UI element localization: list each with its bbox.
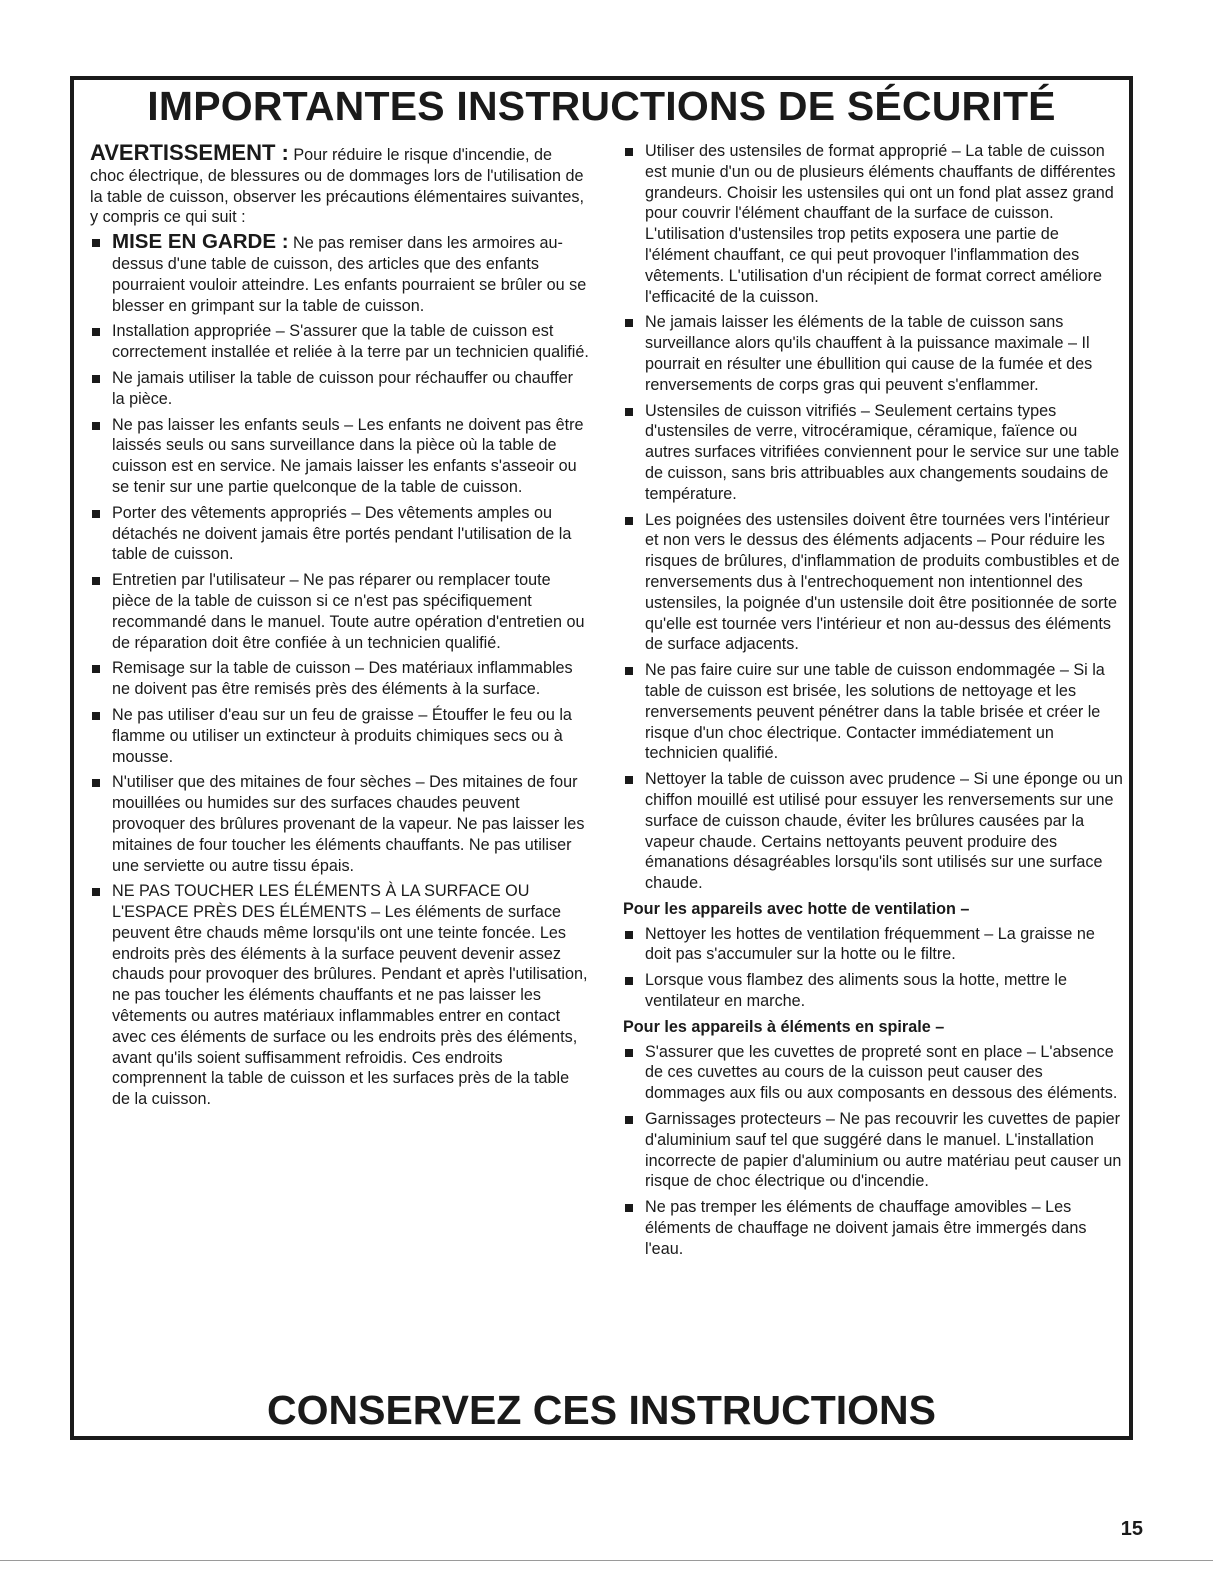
square-bullet-icon [625, 319, 633, 327]
item-text: Garnissages protecteurs – Ne pas recouvrir les cuvettes de papier d'aluminium sauf tel que suggéré dans le manuel. L'installation incorrecte de papier d'aluminium ou autre matériau peut causer un risque de choc électrique ou d'incendie. [645, 1110, 1122, 1191]
list-item [623, 312, 1123, 395]
square-bullet-icon [625, 408, 633, 416]
square-bullet-icon [625, 931, 633, 939]
item-text: NE PAS TOUCHER LES ÉLÉMENTS À LA SURFACE OU L'ESPACE PRÈS DES ÉLÉMENTS – Les éléments de surface peuvent être chauds même lorsqu'ils ont une teinte foncée. Les endroits près des éléments à la surface peuvent devenir assez chauds pour provoquer des brûlures. Pendant et après l'utilisation, ne pas toucher les éléments chauffants et ne pas laisser les vêtements ou autres matériaux inflammables entrer en contact avec ces éléments de surface ou les endroits près des éléments, avant qu'ils soient suffisamment refroidis. Ces endroits comprennent la table de cuisson et les surfaces près de la table de la cuisson. [112, 882, 588, 1109]
list-item [623, 924, 1123, 966]
item-text: Nettoyer la table de cuisson avec prudence – Si une éponge ou un chiffon mouillé est utilisé pour essuyer les renversements sur une surface de cuisson chaude, éviter les brûlures causées par la vapeur chaude. Certains nettoyants peuvent produire des émanations désagréables lorsqu'ils sont utilisés sur une surface chaude. [645, 770, 1123, 893]
list-item [623, 970, 1123, 1012]
hood-safety-list [623, 924, 1123, 1012]
square-bullet-icon [625, 776, 633, 784]
square-bullet-icon [92, 888, 100, 896]
item-text: Ne pas laisser les enfants seuls – Les enfants ne doivent pas être laissés seuls ou sans surveillance dans la pièce où la table de cuisson est en service. Ne jamais laisser les enfants s'asseoir ou se tenir sur une partie quelconque de la table de cuisson. [112, 415, 584, 496]
list-item [623, 1197, 1123, 1259]
square-bullet-icon [92, 375, 100, 383]
right-safety-list [623, 141, 1123, 894]
page-title: IMPORTANTES INSTRUCTIONS DE SÉCURITÉ [147, 83, 1056, 129]
hood-section-heading: Pour les appareils avec hotte de ventilation – [623, 899, 970, 918]
warning-text: Pour réduire le risque d'incendie, de choc électrique, de blessures ou de dommages lors de l'utilisation de la table de cuisson, observer les précautions élémentaires suivantes, y compris ce qui suit : [90, 146, 584, 227]
left-safety-list [90, 232, 590, 1110]
list-item [90, 415, 590, 498]
item-text: Ne pas utiliser d'eau sur un feu de graisse – Étouffer le feu ou la flamme ou utiliser un extincteur à produits chimiques secs ou à mousse. [112, 705, 572, 766]
list-item [90, 705, 590, 767]
right-column [623, 141, 1123, 1265]
square-bullet-icon [625, 1049, 633, 1057]
coil-section-heading: Pour les appareils à éléments en spirale – [623, 1017, 945, 1036]
square-bullet-icon [92, 328, 100, 336]
item-text: Les poignées des ustensiles doivent être tournées vers l'intérieur et non vers le dessus des éléments adjacents – Pour réduire les risques de brûlures, d'inflammation de produits combustibles et de renversements dus à l'entrechoquement non intentionnel des ustensiles, la poignée d'un ustensile doit être positionnée de sorte qu'elle est tournée vers l'intérieur et non au-dessus des éléments de surface adjacents. [645, 510, 1120, 654]
square-bullet-icon [625, 1204, 633, 1212]
square-bullet-icon [625, 517, 633, 525]
list-item [90, 368, 590, 410]
square-bullet-icon [625, 667, 633, 675]
bottom-rule [0, 1560, 1213, 1561]
list-item [623, 401, 1123, 505]
item-text: Entretien par l'utilisateur – Ne pas réparer ou remplacer toute pièce de la table de cuisson si ce n'est pas spécifiquement recommandé dans le manuel. Toute autre opération d'entretien ou de réparation doit être confiée à un technicien qualifié. [112, 571, 585, 652]
square-bullet-icon [625, 148, 633, 156]
square-bullet-icon [92, 510, 100, 518]
square-bullet-icon [625, 977, 633, 985]
item-text: Installation appropriée – S'assurer que la table de cuisson est correctement installée et reliée à la terre par un technicien qualifié. [112, 322, 589, 362]
item-text: Utiliser des ustensiles de format approprié – La table de cuisson est munie d'un ou de plusieurs éléments chauffants de différentes grandeurs. Choisir les ustensiles qui ont un fond plat assez grand pour couvrir l'élément chauffant de la surface de cuisson. L'utilisation d'ustensiles trop petits exposera une partie de l'élément chauffant, ce qui peut provoquer l'inflammation des vêtements. L'utilisation d'un récipient de format correct améliore l'efficacité de la cuisson. [645, 142, 1116, 306]
list-item [623, 769, 1123, 894]
page-number: 15 [1120, 1518, 1143, 1540]
item-text: N'utiliser que des mitaines de four sèches – Des mitaines de four mouillées ou humides sur des surfaces chaudes peuvent provoquer des brûlures provenant de la vapeur. Ne pas laisser les mitaines de four toucher les éléments chauffants. Ne pas utiliser une serviette ou autre tissu épais. [112, 773, 585, 875]
square-bullet-icon [92, 422, 100, 430]
footer-title: CONSERVEZ CES INSTRUCTIONS [267, 1387, 936, 1433]
list-item [90, 772, 590, 876]
square-bullet-icon [92, 577, 100, 585]
list-item [623, 1042, 1123, 1104]
warning-lead: AVERTISSEMENT : [90, 140, 289, 165]
left-column [90, 140, 590, 1115]
item-lead: MISE EN GARDE : [112, 230, 289, 254]
item-text: Ne pas remiser dans les armoires au-dessus d'une table de cuisson, des articles que des enfants pourraient vouloir atteindre. Les enfants pourraient se brûler ou se blesser en grimpant sur la table de cuisson. [112, 234, 587, 315]
item-text: Lorsque vous flambez des aliments sous la hotte, mettre le ventilateur en marche. [645, 971, 1067, 1011]
item-text: Nettoyer les hottes de ventilation fréquemment – La graisse ne doit pas s'accumuler sur la hotte ou le filtre. [645, 924, 1095, 964]
item-text: Ne jamais utiliser la table de cuisson pour réchauffer ou chauffer la pièce. [112, 368, 574, 408]
list-item [623, 141, 1123, 307]
item-text: Ustensiles de cuisson vitrifiés – Seulement certains types d'ustensiles de verre, vitrocéramique, céramique, faïence ou autres surfaces vitrifiées conviennent pour le service sur une table de cuisson, sans bris attribuables aux changements soudains de température. [645, 401, 1120, 503]
item-text: Porter des vêtements appropriés – Des vêtements amples ou détachés ne doivent jamais être portés pendant l'utilisation de la table de cuisson. [112, 503, 572, 564]
warning-intro [90, 140, 590, 228]
square-bullet-icon [625, 1116, 633, 1124]
square-bullet-icon [92, 665, 100, 673]
list-item [90, 321, 590, 363]
list-item [623, 1109, 1123, 1192]
item-text: S'assurer que les cuvettes de propreté sont en place – L'absence de ces cuvettes au cours de la cuisson peut causer des dommages aux fils ou aux composants en dessous des éléments. [645, 1042, 1118, 1103]
list-item [90, 503, 590, 565]
square-bullet-icon [92, 779, 100, 787]
list-item [90, 881, 590, 1110]
square-bullet-icon [92, 239, 100, 247]
square-bullet-icon [92, 712, 100, 720]
list-item [90, 570, 590, 653]
list-item [90, 658, 590, 700]
item-text: Remisage sur la table de cuisson – Des matériaux inflammables ne doivent pas être remisés près des éléments à la surface. [112, 659, 573, 699]
item-text: Ne jamais laisser les éléments de la table de cuisson sans surveillance alors qu'ils chauffent à la puissance maximale – Il pourrait en résulter une ébullition qui cause de la fumée et des renversements de corps gras qui peuvent s'enflammer. [645, 313, 1093, 394]
list-item [90, 232, 590, 316]
list-item [623, 660, 1123, 764]
list-item [623, 510, 1123, 656]
item-text: Ne pas tremper les éléments de chauffage amovibles – Les éléments de chauffage ne doivent jamais être immergés dans l'eau. [645, 1198, 1087, 1258]
coil-safety-list [623, 1042, 1123, 1260]
item-text: Ne pas faire cuire sur une table de cuisson endommagée – Si la table de cuisson est brisée, les solutions de nettoyage et les renversements peuvent pénétrer dans la table brisée et créer le risque d'un choc électrique. Contacter immédiatement un technicien qualifié. [645, 661, 1105, 763]
